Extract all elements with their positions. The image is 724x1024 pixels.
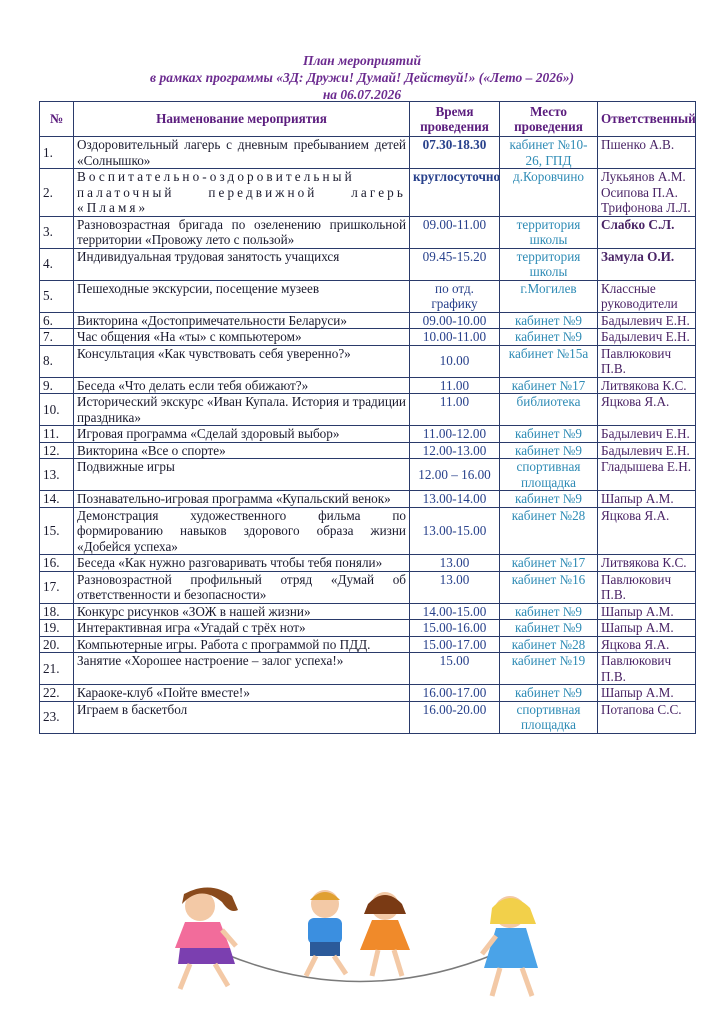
event-place: кабинет №9 bbox=[500, 491, 598, 508]
table-row bbox=[40, 345, 696, 377]
table-row bbox=[40, 442, 696, 459]
event-time: 12.00 – 16.00 bbox=[410, 459, 500, 491]
row-number: 17. bbox=[40, 571, 74, 603]
table-row bbox=[40, 603, 696, 620]
event-responsible: Пшенко А.В. bbox=[598, 137, 696, 169]
event-time: 12.00-13.00 bbox=[410, 442, 500, 459]
table-row bbox=[40, 426, 696, 443]
event-time: 13.00-15.00 bbox=[410, 507, 500, 555]
event-name: Подвижные игры bbox=[74, 459, 410, 491]
table-row bbox=[40, 620, 696, 637]
event-place: кабинет №17 bbox=[500, 555, 598, 572]
event-place: кабинет №9 bbox=[500, 603, 598, 620]
event-time: 10.00-11.00 bbox=[410, 329, 500, 346]
event-time: 09.45-15.20 bbox=[410, 248, 500, 280]
girl-center bbox=[360, 892, 410, 976]
table-row bbox=[40, 312, 696, 329]
event-name: Интерактивная игра «Угадай с трёх нот» bbox=[74, 620, 410, 637]
title-line-3: на 06.07.2026 bbox=[322, 87, 402, 102]
event-name: Исторический экскурс «Иван Купала. История и традиции праздника» bbox=[74, 394, 410, 426]
row-number: 12. bbox=[40, 442, 74, 459]
event-responsible: Бадылевич Е.Н. bbox=[598, 426, 696, 443]
row-number: 5. bbox=[40, 280, 74, 312]
row-number: 14. bbox=[40, 491, 74, 508]
event-time: круглосуточно bbox=[410, 169, 500, 217]
event-name: Викторина «Достопримечательности Беларуси» bbox=[74, 312, 410, 329]
table-row bbox=[40, 653, 696, 685]
event-place: кабинет №9 bbox=[500, 620, 598, 637]
row-number: 20. bbox=[40, 636, 74, 653]
row-number: 21. bbox=[40, 653, 74, 685]
table-row bbox=[40, 555, 696, 572]
col-header-place: Место проведения bbox=[500, 102, 598, 137]
event-place: д.Коровчино bbox=[500, 169, 598, 217]
row-number: 11. bbox=[40, 426, 74, 443]
event-name: Пешеходные экскурсии, посещение музеев bbox=[74, 280, 410, 312]
event-responsible: Классные руководители bbox=[598, 280, 696, 312]
table-row bbox=[40, 685, 696, 702]
event-place: кабинет №9 bbox=[500, 329, 598, 346]
event-responsible: Гладышева Е.Н. bbox=[598, 459, 696, 491]
row-number: 7. bbox=[40, 329, 74, 346]
children-jumping-rope-illustration bbox=[140, 884, 580, 1004]
event-name: Занятие «Хорошее настроение – залог успеха!» bbox=[74, 653, 410, 685]
event-name: Демонстрация художественного фильма по формированию навыков здорового образа жизни «Добейся успеха» bbox=[74, 507, 410, 555]
event-responsible: Литвякова К.С. bbox=[598, 555, 696, 572]
event-place: кабинет №17 bbox=[500, 377, 598, 394]
event-time: 16.00-17.00 bbox=[410, 685, 500, 702]
event-place: кабинет №15а bbox=[500, 345, 598, 377]
event-responsible: Слабко С.Л. bbox=[598, 216, 696, 248]
event-place: спортивная площадка bbox=[500, 459, 598, 491]
table-header-row bbox=[40, 102, 696, 137]
event-name: Познавательно-игровая программа «Купальский венок» bbox=[74, 491, 410, 508]
girl-left bbox=[175, 887, 238, 989]
row-number: 8. bbox=[40, 345, 74, 377]
event-place: г.Могилев bbox=[500, 280, 598, 312]
row-number: 1. bbox=[40, 137, 74, 169]
row-number: 23. bbox=[40, 701, 74, 733]
event-time: 11.00-12.00 bbox=[410, 426, 500, 443]
event-name: Воспитательно-оздоровительный палаточный передвижной лагерь «Пламя» bbox=[74, 169, 410, 217]
event-time: 15.00-17.00 bbox=[410, 636, 500, 653]
event-place: библиотека bbox=[500, 394, 598, 426]
event-time: 14.00-15.00 bbox=[410, 603, 500, 620]
event-time: 13.00-14.00 bbox=[410, 491, 500, 508]
table-row bbox=[40, 701, 696, 733]
event-responsible: Яцкова Я.А. bbox=[598, 636, 696, 653]
event-time: 16.00-20.00 bbox=[410, 701, 500, 733]
event-name: Конкурс рисунков «ЗОЖ в нашей жизни» bbox=[74, 603, 410, 620]
event-name: Разновозрастная бригада по озеленению пришкольной территории «Провожу лето с пользой» bbox=[74, 216, 410, 248]
col-header-name: Наименование мероприятия bbox=[74, 102, 410, 137]
row-number: 2. bbox=[40, 169, 74, 217]
row-number: 13. bbox=[40, 459, 74, 491]
row-number: 16. bbox=[40, 555, 74, 572]
event-time: по отд. графику bbox=[410, 280, 500, 312]
table-row bbox=[40, 507, 696, 555]
event-responsible: Яцкова Я.А. bbox=[598, 507, 696, 555]
event-name: Час общения «На «ты» с компьютером» bbox=[74, 329, 410, 346]
event-name: Викторина «Все о спорте» bbox=[74, 442, 410, 459]
event-name: Играем в баскетбол bbox=[74, 701, 410, 733]
row-number: 22. bbox=[40, 685, 74, 702]
event-responsible: Бадылевич Е.Н. bbox=[598, 442, 696, 459]
event-name: Индивидуальная трудовая занятость учащихся bbox=[74, 248, 410, 280]
event-place: кабинет №9 bbox=[500, 312, 598, 329]
event-responsible: Павлюкович П.В. bbox=[598, 345, 696, 377]
event-responsible: Яцкова Я.А. bbox=[598, 394, 696, 426]
event-place: кабинет №9 bbox=[500, 442, 598, 459]
table-row bbox=[40, 636, 696, 653]
title-line-2: в рамках программы «3Д: Дружи! Думай! Действуй!» («Лето – 2026») bbox=[150, 70, 574, 85]
event-time: 09.00-11.00 bbox=[410, 216, 500, 248]
col-header-num: № bbox=[40, 102, 74, 137]
event-name: Разновозрастной профильный отряд «Думай об ответственности и безопасности» bbox=[74, 571, 410, 603]
event-responsible: Потапова С.С. bbox=[598, 701, 696, 733]
event-name: Караоке-клуб «Пойте вместе!» bbox=[74, 685, 410, 702]
event-responsible: Шапыр А.М. bbox=[598, 620, 696, 637]
col-header-resp: Ответственный bbox=[598, 102, 696, 137]
row-number: 6. bbox=[40, 312, 74, 329]
event-place: территория школы bbox=[500, 248, 598, 280]
row-number: 15. bbox=[40, 507, 74, 555]
table-row bbox=[40, 329, 696, 346]
table-row bbox=[40, 137, 696, 169]
event-place: кабинет №16 bbox=[500, 571, 598, 603]
event-time: 15.00-16.00 bbox=[410, 620, 500, 637]
table-row bbox=[40, 459, 696, 491]
event-name: Оздоровительный лагерь с дневным пребыванием детей «Солнышко» bbox=[74, 137, 410, 169]
title-line-1: План мероприятий bbox=[302, 53, 422, 68]
event-time: 09.00-10.00 bbox=[410, 312, 500, 329]
table-row bbox=[40, 280, 696, 312]
row-number: 19. bbox=[40, 620, 74, 637]
event-responsible: Лукьянов А.М. Осипова П.А. Трифонова Л.Л. bbox=[598, 169, 696, 217]
event-name: Консультация «Как чувствовать себя уверенно?» bbox=[74, 345, 410, 377]
jump-rope bbox=[225, 954, 495, 982]
event-place: кабинет №19 bbox=[500, 653, 598, 685]
event-responsible: Литвякова К.С. bbox=[598, 377, 696, 394]
row-number: 10. bbox=[40, 394, 74, 426]
event-place: кабинет №28 bbox=[500, 507, 598, 555]
table-row bbox=[40, 394, 696, 426]
event-time: 10.00 bbox=[410, 345, 500, 377]
event-place: спортивная площадка bbox=[500, 701, 598, 733]
table-row bbox=[40, 248, 696, 280]
page-title bbox=[0, 52, 724, 103]
event-time: 13.00 bbox=[410, 571, 500, 603]
event-time: 07.30-18.30 bbox=[410, 137, 500, 169]
boy-center bbox=[306, 890, 346, 976]
row-number: 3. bbox=[40, 216, 74, 248]
event-name: Компьютерные игры. Работа с программой по ПДД. bbox=[74, 636, 410, 653]
event-responsible: Бадылевич Е.Н. bbox=[598, 312, 696, 329]
event-time: 15.00 bbox=[410, 653, 500, 685]
table-row bbox=[40, 216, 696, 248]
event-time: 13.00 bbox=[410, 555, 500, 572]
table-row bbox=[40, 377, 696, 394]
event-place: территория школы bbox=[500, 216, 598, 248]
event-place: кабинет №9 bbox=[500, 426, 598, 443]
event-responsible: Бадылевич Е.Н. bbox=[598, 329, 696, 346]
event-name: Беседа «Что делать если тебя обижают?» bbox=[74, 377, 410, 394]
event-responsible: Замула О.И. bbox=[598, 248, 696, 280]
event-name: Игровая программа «Сделай здоровый выбор» bbox=[74, 426, 410, 443]
event-responsible: Шапыр А.М. bbox=[598, 603, 696, 620]
events-table bbox=[39, 101, 696, 734]
event-responsible: Павлюкович П.В. bbox=[598, 571, 696, 603]
table-row bbox=[40, 571, 696, 603]
girl-right bbox=[482, 896, 538, 996]
event-place: кабинет №28 bbox=[500, 636, 598, 653]
event-place: кабинет №10-26, ГПД bbox=[500, 137, 598, 169]
event-responsible: Павлюкович П.В. bbox=[598, 653, 696, 685]
event-name: Беседа «Как нужно разговаривать чтобы тебя поняли» bbox=[74, 555, 410, 572]
table-row bbox=[40, 491, 696, 508]
row-number: 4. bbox=[40, 248, 74, 280]
event-time: 11.00 bbox=[410, 377, 500, 394]
event-place: кабинет №9 bbox=[500, 685, 598, 702]
row-number: 9. bbox=[40, 377, 74, 394]
event-responsible: Шапыр А.М. bbox=[598, 685, 696, 702]
row-number: 18. bbox=[40, 603, 74, 620]
event-responsible: Шапыр А.М. bbox=[598, 491, 696, 508]
table-row bbox=[40, 169, 696, 217]
col-header-time: Время проведения bbox=[410, 102, 500, 137]
event-time: 11.00 bbox=[410, 394, 500, 426]
